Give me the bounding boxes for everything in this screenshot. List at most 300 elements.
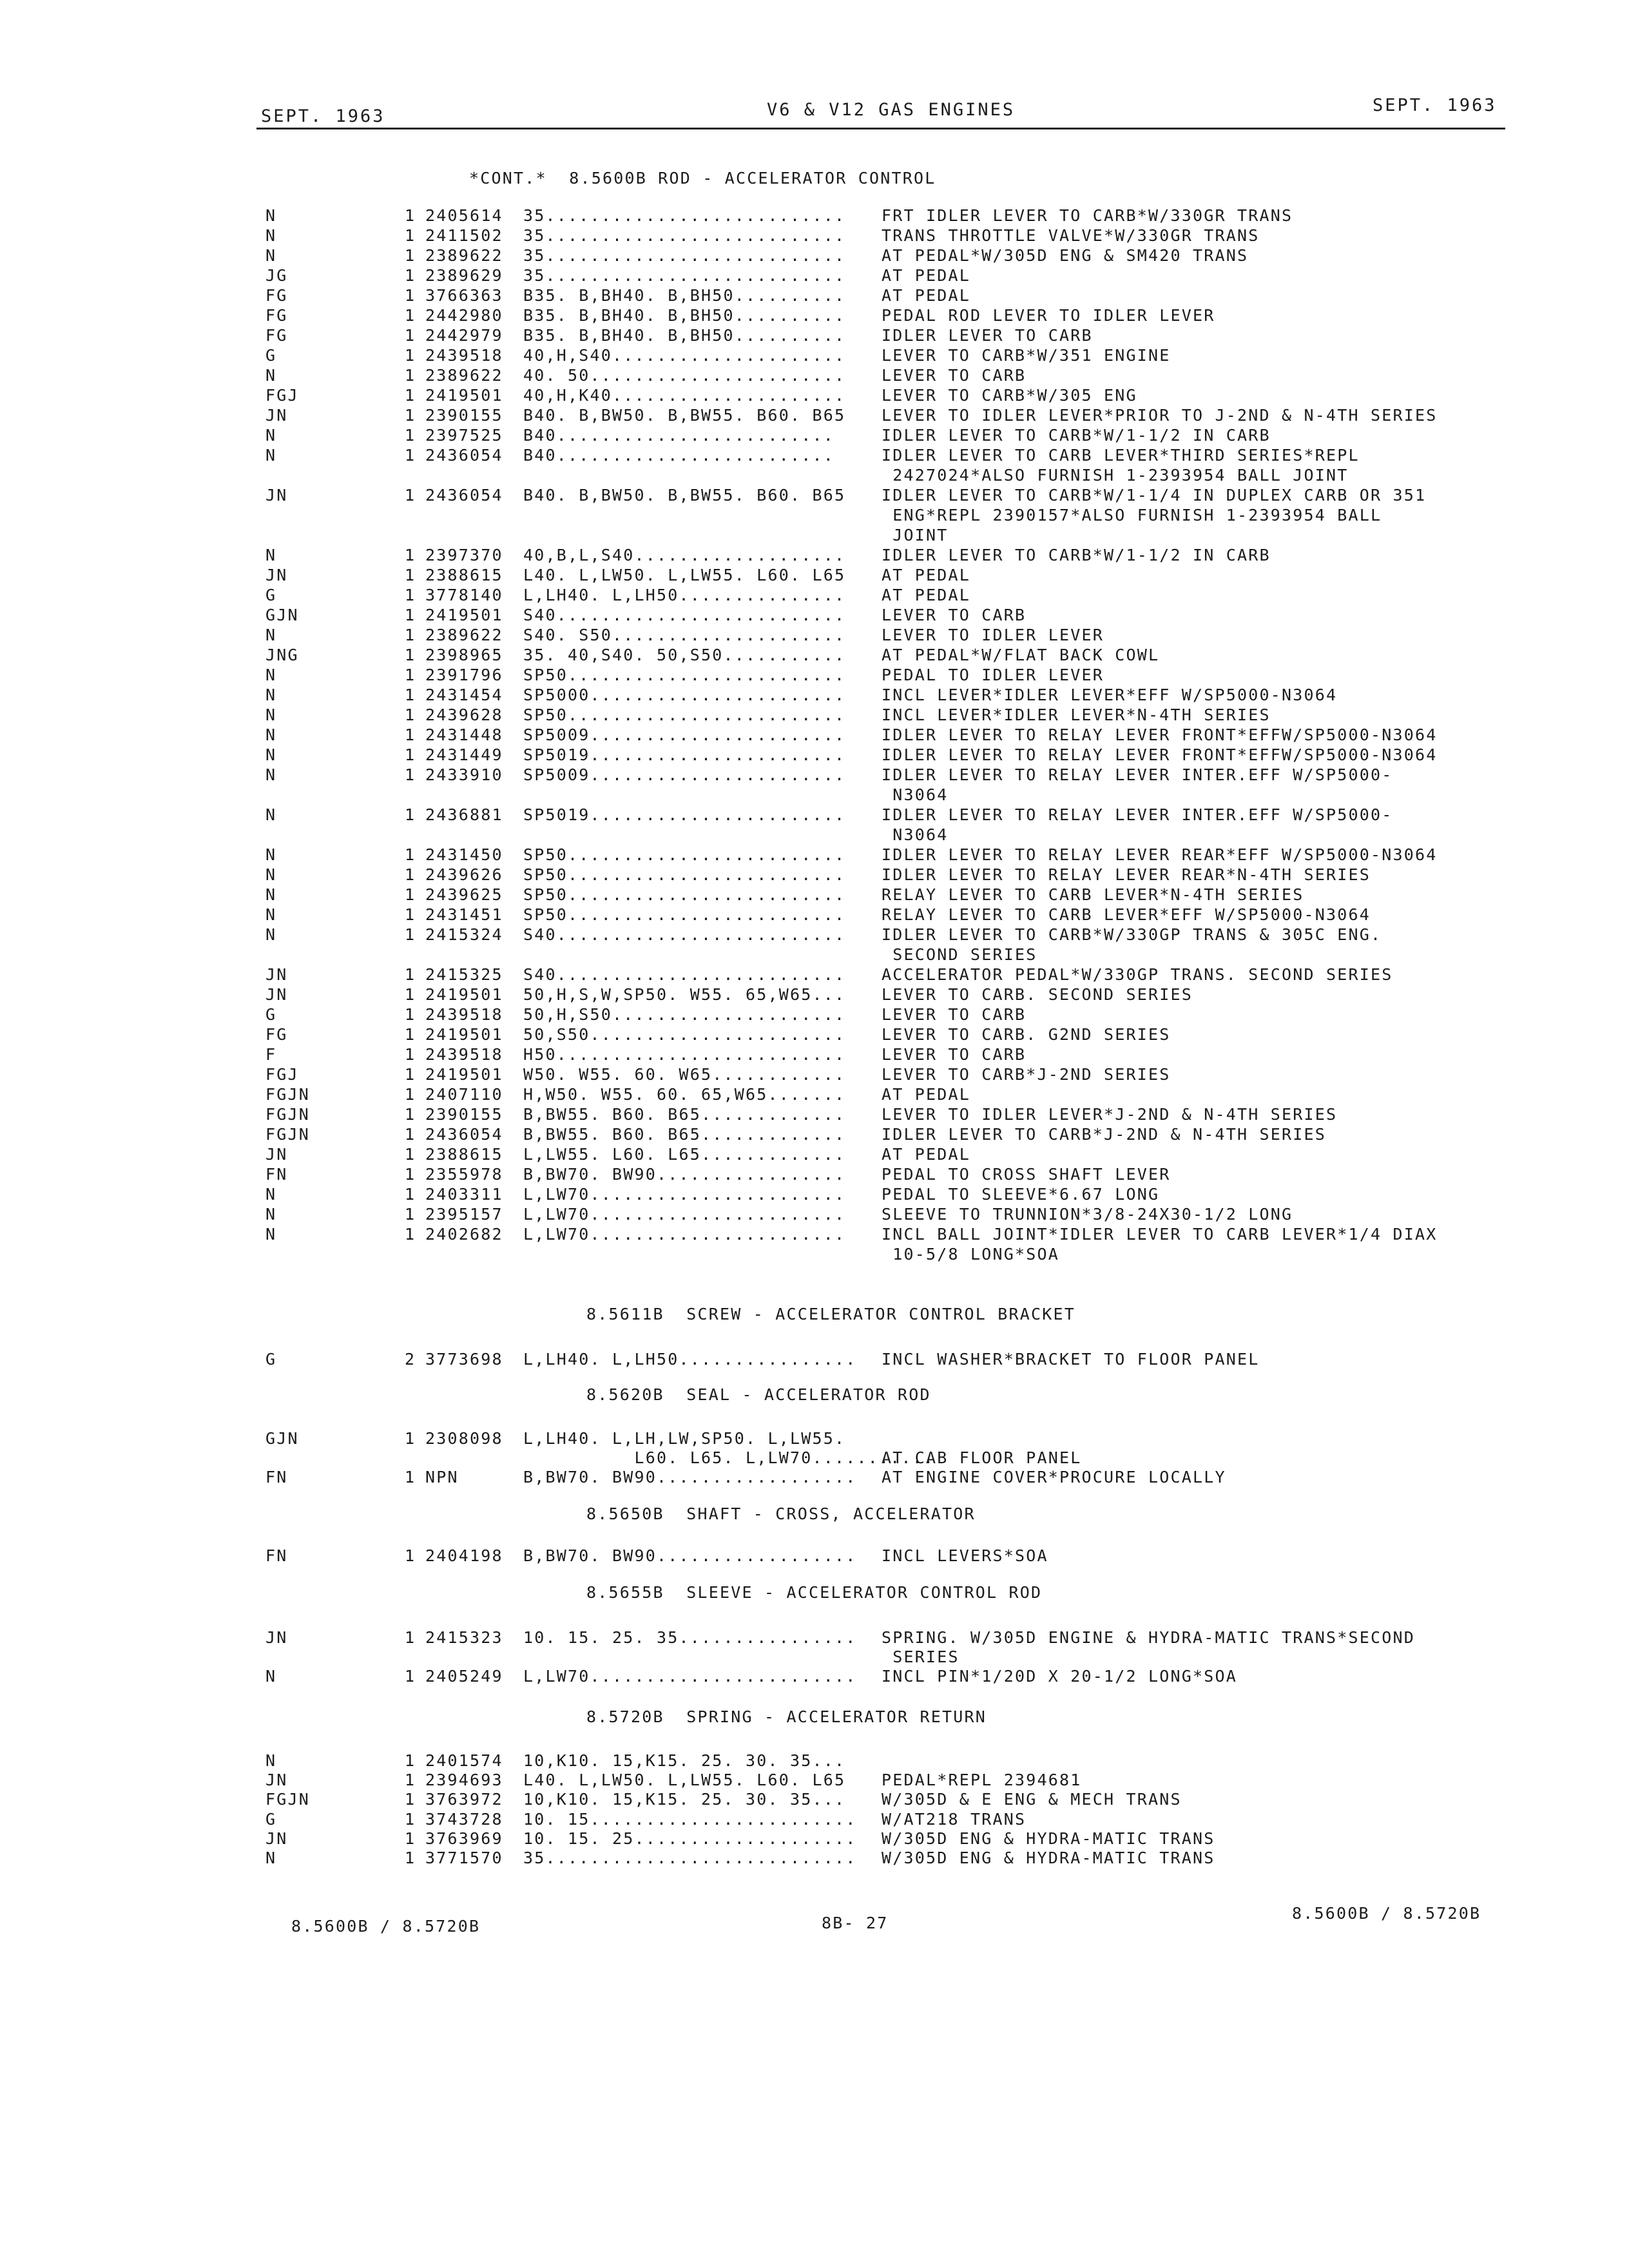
table-row (0, 765, 1629, 785)
quantity: 1 (405, 626, 416, 644)
table-row (0, 606, 1629, 625)
section-title: 8.5611B SCREW - ACCELERATOR CONTROL BRACKET (586, 1305, 1076, 1323)
part-number: 2439518 (425, 1045, 503, 1064)
part-description: IDLER LEVER TO CARB LEVER*THIRD SERIES*REPL (882, 446, 1360, 465)
table-row (0, 546, 1629, 565)
table-row (0, 845, 1629, 865)
quantity: 1 (405, 666, 416, 684)
quantity: 1 (405, 905, 416, 924)
quantity: 1 (405, 646, 416, 664)
model-list: SP50......................... (523, 666, 846, 684)
model-list: 40. 50....................... (523, 366, 846, 385)
quantity: 1 (405, 366, 416, 385)
part-number: 3771570 (425, 1849, 503, 1867)
applicability-code: N (265, 1185, 277, 1204)
table-row (0, 226, 1629, 245)
applicability-code: FGJN (265, 1790, 311, 1809)
part-description: LEVER TO IDLER LEVER (882, 626, 1104, 644)
table-row (0, 1810, 1629, 1829)
part-number: 2439625 (425, 885, 503, 904)
part-number: 2433910 (425, 765, 503, 784)
table-row (0, 1185, 1629, 1204)
applicability-code: GJN (265, 606, 299, 624)
quantity: 1 (405, 925, 416, 944)
part-description: W/305D ENG & HYDRA-MATIC TRANS (882, 1829, 1215, 1848)
part-description: W/AT218 TRANS (882, 1809, 1027, 1829)
quantity: 1 (405, 1546, 416, 1565)
applicability-code: FG (265, 306, 288, 325)
table-row (0, 266, 1629, 285)
part-description: ACCELERATOR PEDAL*W/330GP TRANS. SECOND SERIES (882, 965, 1393, 984)
model-list: SP50......................... (523, 706, 846, 724)
applicability-code: G (265, 346, 277, 365)
part-number: 2442980 (425, 306, 503, 325)
applicability-code: FG (265, 326, 288, 345)
section-title: 8.5620B SEAL - ACCELERATOR ROD (586, 1385, 931, 1404)
part-description: IDLER LEVER TO CARB*W/1-1/2 IN CARB (882, 546, 1271, 564)
quantity: 1 (405, 765, 416, 784)
part-number: 2389629 (425, 266, 503, 285)
part-number: 2419501 (425, 386, 503, 405)
part-description: RELAY LEVER TO CARB LEVER*EFF W/SP5000-N3064 (882, 905, 1371, 924)
part-number: 2397370 (425, 546, 503, 564)
applicability-code: FN (265, 1165, 288, 1184)
quantity: 1 (405, 1829, 416, 1848)
part-number: 2404198 (425, 1546, 503, 1565)
applicability-code: N (265, 666, 277, 684)
part-description: RELAY LEVER TO CARB LEVER*N-4TH SERIES (882, 885, 1304, 904)
part-number: 2436054 (425, 446, 503, 465)
part-number: 2390155 (425, 406, 503, 425)
applicability-code: JN (265, 566, 288, 584)
part-number: 2431449 (425, 745, 503, 764)
table-row (0, 965, 1629, 985)
quantity: 1 (405, 1005, 416, 1024)
quantity: 1 (405, 745, 416, 764)
table-row (0, 1648, 1629, 1667)
model-list: B35. B,BH40. B,BH50.......... (523, 326, 846, 345)
part-number: 2439518 (425, 346, 503, 365)
part-description: IDLER LEVER TO RELAY LEVER FRONT*EFFW/SP5000-N3064 (882, 745, 1438, 764)
part-number: 2390155 (425, 1105, 503, 1124)
quantity: 1 (405, 985, 416, 1004)
part-number: 2415325 (425, 965, 503, 984)
quantity: 1 (405, 306, 416, 325)
model-list: B35. B,BH40. B,BH50.......... (523, 306, 846, 325)
part-description: AT ENGINE COVER*PROCURE LOCALLY (882, 1468, 1226, 1486)
footer-range-right: 8.5600B / 8.5720B (1292, 1904, 1481, 1923)
part-number: 2436054 (425, 486, 503, 505)
part-description: IDLER LEVER TO CARB*W/1-1/4 IN DUPLEX CARB OR 351 (882, 486, 1427, 505)
part-description: 2427024*ALSO FURNISH 1-2393954 BALL JOINT (882, 466, 1349, 485)
table-row (0, 486, 1629, 505)
part-number: 2439518 (425, 1005, 503, 1024)
quantity: 1 (405, 346, 416, 365)
part-description: IDLER LEVER TO RELAY LEVER INTER.EFF W/SP5000- (882, 765, 1393, 784)
part-number: 3778140 (425, 586, 503, 604)
part-number: 2419501 (425, 1065, 503, 1084)
part-description: PEDAL*REPL 2394681 (882, 1771, 1082, 1790)
model-list: S40. S50..................... (523, 626, 846, 644)
part-description: AT PEDAL (882, 1145, 971, 1164)
part-description: AT PEDAL*W/305D ENG & SM420 TRANS (882, 246, 1249, 265)
table-row (0, 805, 1629, 825)
quantity: 1 (405, 246, 416, 265)
model-list: SP5000....................... (523, 686, 846, 704)
part-number: 2419501 (425, 985, 503, 1004)
model-list: L60. L65. L,LW70........... (523, 1448, 935, 1467)
part-description: LEVER TO CARB*J-2ND SERIES (882, 1065, 1171, 1084)
part-description: N3064 (882, 825, 949, 844)
part-number: 2394693 (425, 1771, 503, 1790)
quantity: 1 (405, 686, 416, 704)
part-description: SERIES (882, 1648, 959, 1666)
part-description: FRT IDLER LEVER TO CARB*W/330GR TRANS (882, 206, 1293, 225)
table-row (0, 706, 1629, 725)
part-description: LEVER TO CARB (882, 1005, 1027, 1024)
table-row (0, 745, 1629, 765)
table-row (0, 945, 1629, 965)
quantity: 1 (405, 566, 416, 584)
table-row (0, 1005, 1629, 1024)
applicability-code: JNG (265, 646, 299, 664)
model-list: 10. 15........................ (523, 1809, 857, 1829)
applicability-code: N (265, 726, 277, 744)
part-number: 3763969 (425, 1829, 503, 1848)
part-description: PEDAL TO IDLER LEVER (882, 666, 1104, 684)
part-number: 2431448 (425, 726, 503, 744)
model-list: B40. B,BW50. B,BW55. B60. B65 (523, 406, 846, 425)
part-description: AT PEDAL (882, 286, 971, 305)
applicability-code: G (265, 1809, 277, 1829)
part-description: INCL LEVER*IDLER LEVER*N-4TH SERIES (882, 706, 1271, 724)
part-description: PEDAL ROD LEVER TO IDLER LEVER (882, 306, 1215, 325)
table-row (0, 1751, 1629, 1771)
quantity: 1 (405, 1468, 416, 1486)
page-number: 8B- 27 (822, 1914, 889, 1932)
applicability-code: G (265, 1005, 277, 1024)
table-row (0, 905, 1629, 925)
model-list: 35........................... (523, 246, 846, 265)
applicability-code: JN (265, 406, 288, 425)
model-list: SP50......................... (523, 885, 846, 904)
table-row (0, 1628, 1629, 1648)
quantity: 1 (405, 486, 416, 505)
applicability-code: N (265, 206, 277, 225)
table-row (0, 1771, 1629, 1790)
section-title: 8.5655B SLEEVE - ACCELERATOR CONTROL ROD (586, 1583, 1043, 1602)
quantity: 1 (405, 1025, 416, 1044)
model-list: B40......................... (523, 446, 835, 465)
part-number: 2395157 (425, 1205, 503, 1224)
part-number: 2439626 (425, 865, 503, 884)
model-list: 40,H,K40..................... (523, 386, 846, 405)
model-list: B40......................... (523, 426, 835, 445)
header-date-left: SEPT. 1963 (261, 106, 385, 126)
part-number: 2415323 (425, 1628, 503, 1647)
part-number: 2431454 (425, 686, 503, 704)
applicability-code: N (265, 745, 277, 764)
model-list: 35. 40,S40. 50,S50........... (523, 646, 846, 664)
part-description: W/305D & E ENG & MECH TRANS (882, 1790, 1182, 1809)
model-list: 35........................... (523, 226, 846, 245)
table-row (0, 646, 1629, 665)
quantity: 1 (405, 406, 416, 425)
quantity: 1 (405, 1849, 416, 1867)
applicability-code: N (265, 905, 277, 924)
applicability-code: N (265, 1667, 277, 1686)
table-row (0, 346, 1629, 365)
model-list: 10,K10. 15,K15. 25. 30. 35... (523, 1790, 846, 1809)
applicability-code: N (265, 1751, 277, 1770)
table-row (0, 386, 1629, 405)
header-date-right: SEPT. 1963 (1373, 95, 1497, 115)
model-list: SP50......................... (523, 865, 846, 884)
table-row (0, 1448, 1629, 1468)
quantity: 1 (405, 606, 416, 624)
model-list: S40.......................... (523, 925, 846, 944)
quantity: 2 (405, 1350, 416, 1369)
applicability-code: FN (265, 1468, 288, 1486)
part-description: IDLER LEVER TO RELAY LEVER REAR*N-4TH SERIES (882, 865, 1371, 884)
table-row (0, 246, 1629, 265)
part-description: PEDAL TO CROSS SHAFT LEVER (882, 1165, 1171, 1184)
table-row (0, 1145, 1629, 1164)
table-row (0, 865, 1629, 885)
header-title: V6 & V12 GAS ENGINES (767, 100, 1016, 120)
table-row (0, 825, 1629, 845)
part-description: AT PEDAL (882, 1085, 971, 1104)
part-number: 2431451 (425, 905, 503, 924)
part-description: SLEEVE TO TRUNNION*3/8-24X30-1/2 LONG (882, 1205, 1293, 1224)
applicability-code: FGJ (265, 386, 299, 405)
table-row (0, 446, 1629, 465)
table-row (0, 925, 1629, 945)
part-number: 2389622 (425, 366, 503, 385)
table-row (0, 1025, 1629, 1044)
applicability-code: JN (265, 965, 288, 984)
model-list: B,BW70. BW90.................. (523, 1546, 857, 1565)
model-list: 50,H,S,W,SP50. W55. 65,W65... (523, 985, 846, 1004)
part-description: INCL LEVER*IDLER LEVER*EFF W/SP5000-N3064 (882, 686, 1338, 704)
model-list: B,BW55. B60. B65............. (523, 1125, 846, 1144)
part-description: LEVER TO CARB*W/351 ENGINE (882, 346, 1171, 365)
model-list: L40. L,LW50. L,LW55. L60. L65 (523, 566, 846, 584)
table-row (0, 326, 1629, 345)
model-list: 40,H,S40..................... (523, 346, 846, 365)
part-description: LEVER TO CARB*W/305 ENG (882, 386, 1137, 405)
quantity: 1 (405, 286, 416, 305)
part-number: 2355978 (425, 1165, 503, 1184)
table-row (0, 1205, 1629, 1224)
applicability-code: G (265, 1350, 277, 1369)
quantity: 1 (405, 1145, 416, 1164)
table-row (0, 366, 1629, 385)
table-row (0, 1829, 1629, 1849)
part-number: 2405614 (425, 206, 503, 225)
part-description: SECOND SERIES (882, 945, 1037, 964)
applicability-code: G (265, 586, 277, 604)
applicability-code: FG (265, 1025, 288, 1044)
quantity: 1 (405, 1125, 416, 1144)
part-description: PEDAL TO SLEEVE*6.67 LONG (882, 1185, 1160, 1204)
model-list: L40. L,LW50. L,LW55. L60. L65 (523, 1771, 846, 1790)
quantity: 1 (405, 1667, 416, 1686)
model-list: 40,B,L,S40................... (523, 546, 846, 564)
model-list: B35. B,BH40. B,BH50.......... (523, 286, 846, 305)
part-number: 2405249 (425, 1667, 503, 1686)
model-list: H50.......................... (523, 1045, 846, 1064)
part-description: AT PEDAL (882, 586, 971, 604)
model-list: SP5009....................... (523, 726, 846, 744)
quantity: 1 (405, 1771, 416, 1790)
table-row (0, 666, 1629, 685)
model-list: W50. W55. 60. W65............ (523, 1065, 846, 1084)
table-row (0, 1849, 1629, 1868)
part-description: IDLER LEVER TO CARB*W/1-1/2 IN CARB (882, 426, 1271, 445)
part-number: 2431450 (425, 845, 503, 864)
table-row (0, 1468, 1629, 1487)
model-list: L,LW70....................... (523, 1225, 846, 1244)
part-description: AT PEDAL*W/FLAT BACK COWL (882, 646, 1160, 664)
quantity: 1 (405, 1809, 416, 1829)
model-list: L,LH40. L,LH50............... (523, 586, 846, 604)
model-list: L,LW70....................... (523, 1205, 846, 1224)
model-list: SP5019....................... (523, 805, 846, 824)
model-list: B40. B,BW50. B,BW55. B60. B65 (523, 486, 846, 505)
part-description: IDLER LEVER TO CARB*J-2ND & N-4TH SERIES (882, 1125, 1327, 1144)
applicability-code: JN (265, 1771, 288, 1790)
quantity: 1 (405, 1751, 416, 1770)
table-row (0, 1165, 1629, 1184)
quantity: 1 (405, 386, 416, 405)
part-description: ENG*REPL 2390157*ALSO FURNISH 1-2393954 BALL (882, 506, 1382, 524)
applicability-code: N (265, 1225, 277, 1244)
table-row (0, 626, 1629, 645)
applicability-code: N (265, 925, 277, 944)
part-description: LEVER TO CARB (882, 366, 1027, 385)
part-number: 2439628 (425, 706, 503, 724)
part-number: 2398965 (425, 646, 503, 664)
table-row (0, 1245, 1629, 1264)
part-number: 2397525 (425, 426, 503, 445)
quantity: 1 (405, 1045, 416, 1064)
applicability-code: N (265, 805, 277, 824)
applicability-code: JN (265, 1628, 288, 1647)
part-number: 2436054 (425, 1125, 503, 1144)
table-row (0, 1667, 1629, 1686)
model-list: SP50......................... (523, 845, 846, 864)
part-number: 2419501 (425, 606, 503, 624)
model-list: S40.......................... (523, 606, 846, 624)
part-description: AT PEDAL (882, 566, 971, 584)
quantity: 1 (405, 1185, 416, 1204)
applicability-code: JN (265, 1829, 288, 1848)
quantity: 1 (405, 1628, 416, 1647)
part-description: AT PEDAL (882, 266, 971, 285)
model-list: 10. 15. 25. 35................ (523, 1628, 857, 1647)
model-list: 50,S50....................... (523, 1025, 846, 1044)
table-row (0, 506, 1629, 525)
part-description: INCL PIN*1/20D X 20-1/2 LONG*SOA (882, 1667, 1238, 1686)
applicability-code: N (265, 366, 277, 385)
model-list: B,BW55. B60. B65............. (523, 1105, 846, 1124)
applicability-code: N (265, 426, 277, 445)
applicability-code: N (265, 226, 277, 245)
applicability-code: FN (265, 1546, 288, 1565)
model-list: 35............................ (523, 1849, 857, 1867)
model-list: SP5019....................... (523, 745, 846, 764)
model-list: B,BW70. BW90................. (523, 1165, 846, 1184)
part-number: 2402682 (425, 1225, 503, 1244)
model-list: 50,H,S50..................... (523, 1005, 846, 1024)
part-description: INCL WASHER*BRACKET TO FLOOR PANEL (882, 1350, 1260, 1369)
applicability-code: N (265, 865, 277, 884)
model-list: 10. 15. 25.................... (523, 1829, 857, 1848)
applicability-code: FGJN (265, 1125, 311, 1144)
part-description: LEVER TO CARB. SECOND SERIES (882, 985, 1193, 1004)
part-number: 2411502 (425, 226, 503, 245)
applicability-code: JN (265, 1145, 288, 1164)
model-list: H,W50. W55. 60. 65,W65....... (523, 1085, 846, 1104)
part-description: LEVER TO CARB (882, 606, 1027, 624)
table-row (0, 686, 1629, 705)
quantity: 1 (405, 1225, 416, 1244)
part-description: JOINT (882, 526, 949, 544)
table-row (0, 726, 1629, 745)
table-row (0, 526, 1629, 545)
applicability-code: N (265, 885, 277, 904)
part-number: 2389622 (425, 246, 503, 265)
part-number: 2403311 (425, 1185, 503, 1204)
quantity: 1 (405, 885, 416, 904)
applicability-code: FG (265, 286, 288, 305)
part-number: 2436881 (425, 805, 503, 824)
table-row (0, 1790, 1629, 1809)
part-description: IDLER LEVER TO CARB (882, 326, 1093, 345)
model-list: L,LW70........................ (523, 1667, 857, 1686)
applicability-code: FGJN (265, 1105, 311, 1124)
part-number: 2407110 (425, 1085, 503, 1104)
table-row (0, 406, 1629, 425)
model-list: L,LW70....................... (523, 1185, 846, 1204)
applicability-code: N (265, 706, 277, 724)
part-number: NPN (425, 1468, 459, 1486)
model-list: 10,K10. 15,K15. 25. 30. 35... (523, 1751, 846, 1770)
table-row (0, 1429, 1629, 1448)
model-list: SP5009....................... (523, 765, 846, 784)
applicability-code: N (265, 845, 277, 864)
quantity: 1 (405, 805, 416, 824)
table-row (0, 1350, 1629, 1369)
applicability-code: N (265, 686, 277, 704)
part-number: 3766363 (425, 286, 503, 305)
part-description: N3064 (882, 785, 949, 804)
part-description: LEVER TO CARB (882, 1045, 1027, 1064)
part-description: IDLER LEVER TO RELAY LEVER REAR*EFF W/SP5000-N3064 (882, 845, 1438, 864)
model-list: 35........................... (523, 206, 846, 225)
quantity: 1 (405, 206, 416, 225)
part-number: 2388615 (425, 1145, 503, 1164)
applicability-code: N (265, 765, 277, 784)
quantity: 1 (405, 965, 416, 984)
part-description: INCL LEVERS*SOA (882, 1546, 1048, 1565)
applicability-code: N (265, 1849, 277, 1867)
table-row (0, 466, 1629, 485)
quantity: 1 (405, 1065, 416, 1084)
table-row (0, 885, 1629, 905)
applicability-code: JG (265, 266, 288, 285)
